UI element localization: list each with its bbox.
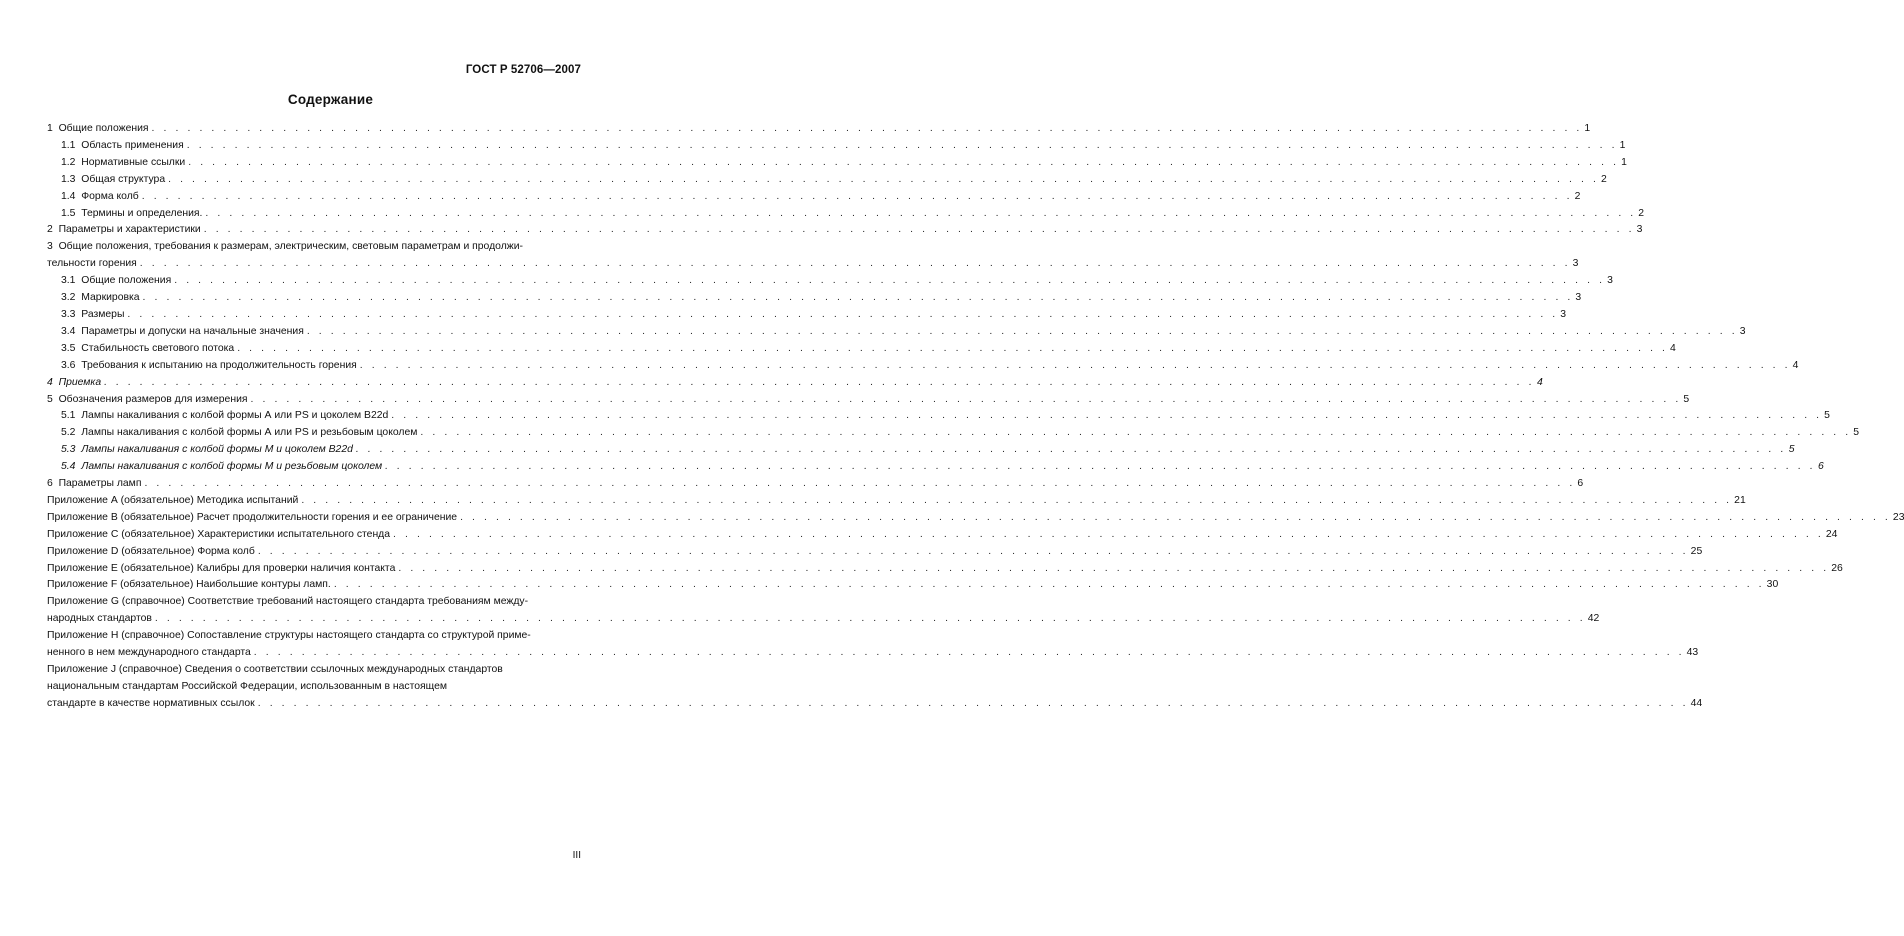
appendix-line: Приложение Н (справочное) Сопоставление структуры настоящего стандарта со структурой приме- — [47, 630, 531, 642]
toc-entry-text — [47, 577, 331, 594]
toc-entry-title: Приложение А (обязательное) Методика испытаний — [47, 494, 299, 506]
toc-line — [47, 392, 1690, 409]
dot-leader: . . . . . . . . . . . . . . . . . . . . . . . . . . . . . . . . . . . . . . . . . . . . . . . . . . . . . . . . . . . . . . . . . . . . . . . . . . . . . . . . . . . . . . . . . . . . . . . . . . . . . . . . . . . . . . . . . . . . . . . . — [257, 697, 1689, 709]
toc-entry-number: 3.3 — [61, 308, 76, 320]
toc-line — [61, 324, 1746, 341]
toc-entry-title: Форма колб — [81, 190, 139, 202]
toc-entry[interactable] — [47, 206, 1645, 223]
toc-entry-title: Общие положения, требования к размерам, электрическим, световым параметрам и продолжи- — [58, 241, 523, 253]
dot-leader: . . . . . . . . . . . . . . . . . . . . . . . . . . . . . . . . . . . . . . . . . . . . . . . . . . . . . . . . . . . . . . . . . . . . . . . . . . . . . . . . . . . . . . . . . . . . . . . . . . . . . . . . . . . . . . . . . . . . . . . . — [398, 562, 1830, 574]
toc-entry-text — [47, 696, 255, 713]
toc-line — [61, 206, 1645, 223]
toc-entry-page: 26 — [1831, 562, 1843, 574]
toc-line — [61, 358, 1799, 375]
toc-entry-text — [47, 222, 201, 239]
toc-line — [61, 442, 1795, 459]
dot-leader: . . . . . . . . . . . . . . . . . . . . . . . . . . . . . . . . . . . . . . . . . . . . . . . . . . . . . . . . . . . . . . . . . . . . . . . . . . . . . . . . . . . . . . . . . . . . . . . . . . . . . . . . . . . . . . . . . . . . . . . . — [174, 275, 1606, 287]
toc-entry-page: 5 — [1824, 410, 1830, 422]
dot-leader: . . . . . . . . . . . . . . . . . . . . . . . . . . . . . . . . . . . . . . . . . . . . . . . . . . . . . . . . . . . . . . . . . . . . . . . . . . . . . . . . . . . . . . . . . . . . . . . . . . . . . . . . . . . . . . . . . . . . . . . . — [393, 528, 1824, 540]
toc-entry-text — [61, 172, 165, 189]
toc-entry-text — [61, 408, 388, 425]
toc-entry-title: Лампы накаливания с колбой формы А или PS и резьбовым цоколем — [81, 427, 418, 439]
toc-entry-text — [61, 425, 417, 442]
dot-leader: . . . . . . . . . . . . . . . . . . . . . . . . . . . . . . . . . . . . . . . . . . . . . . . . . . . . . . . . . . . . . . . . . . . . . . . . . . . . . . . . . . . . . . . . . . . . . . . . . . . . . . . . . . . . . . . . . . . . . . . . — [253, 647, 1685, 659]
appendix-entry[interactable] — [47, 493, 1746, 510]
toc-entry-page: 6 — [1818, 461, 1824, 473]
toc-entry-page: 4 — [1670, 342, 1676, 354]
toc-entry-number: 1.5 — [61, 207, 76, 219]
toc-line — [61, 273, 1613, 290]
toc-entry[interactable] — [47, 290, 1582, 307]
toc-line — [61, 290, 1582, 307]
toc-entry-page: 42 — [1587, 613, 1600, 625]
toc-entry-text — [47, 392, 248, 409]
toc-line — [47, 256, 1579, 273]
toc-line — [61, 425, 1860, 442]
toc-entry-title: Параметры и допуски на начальные значения — [81, 325, 304, 337]
toc-entry-number: 1 — [47, 123, 53, 134]
toc-entry[interactable] — [47, 425, 1860, 442]
page-title: Содержание — [287, 92, 374, 107]
toc-entry-text — [47, 121, 149, 138]
appendix-entry[interactable] — [47, 594, 1600, 628]
toc-entry-number: 5.1 — [61, 410, 76, 422]
toc-entry-page: 21 — [1734, 494, 1746, 506]
dot-leader: . . . . . . . . . . . . . . . . . . . . . . . . . . . . . . . . . . . . . . . . . . . . . . . . . . . . . . . . . . . . . . . . . . . . . . . . . . . . . . . . . . . . . . . . . . . . . . . . . . . . . . . . . . . . . . . . . . . . . . . . — [154, 613, 1586, 625]
appendix-line: Приложение J (справочное) Сведения о соответствии ссылочных международных стандартов — [47, 664, 503, 675]
toc-entry-title: Обозначения размеров для измерения — [58, 393, 248, 405]
toc-entry-text — [61, 324, 304, 341]
toc-entry-number: 3.4 — [61, 325, 76, 337]
dot-leader: . . . . . . . . . . . . . . . . . . . . . . . . . . . . . . . . . . . . . . . . . . . . . . . . . . . . . . . . . . . . . . . . . . . . . . . . . . . . . . . . . . . . . . . . . . . . . . . . . . . . . . . . . . . . . . . . . . . . . . . . — [250, 393, 1682, 405]
toc-line — [47, 561, 1843, 578]
toc-entry-title: Размеры — [81, 308, 125, 320]
toc-entry-text — [47, 561, 395, 578]
toc-entry-title: Приложение Е (обязательное) Калибры для проверки наличия контакта — [47, 562, 396, 574]
toc-entry-title: Параметры ламп — [58, 478, 142, 490]
toc-entry-page: 3 — [1572, 258, 1579, 270]
toc-entry-page: 30 — [1766, 579, 1779, 591]
toc-entry-page: 2 — [1574, 190, 1581, 202]
dot-leader: . . . . . . . . . . . . . . . . . . . . . . . . . . . . . . . . . . . . . . . . . . . . . . . . . . . . . . . . . . . . . . . . . . . . . . . . . . . . . . . . . . . . . . . . . . . . . . . . . . . . . . . . . . . . . . . . . . . . . . . . — [168, 173, 1599, 185]
toc-entry-number: 1.2 — [61, 156, 76, 168]
toc-entry-number: 1.3 — [61, 173, 76, 185]
toc-entry-title: Стабильность светового потока — [81, 342, 235, 354]
toc-line — [61, 459, 1824, 476]
dot-leader: . . . . . . . . . . . . . . . . . . . . . . . . . . . . . . . . . . . . . . . . . . . . . . . . . . . . . . . . . . . . . . . . . . . . . . . . . . . . . . . . . . . . . . . . . . . . . . . . . . . . . . . . . . . . . . . . . . . . . . . . — [420, 427, 1852, 439]
toc-entry-title: Требования к испытанию на продолжительность горения — [81, 359, 357, 371]
toc-entry-number: 3.2 — [61, 292, 76, 304]
toc-entry-text — [61, 442, 353, 459]
toc-line — [47, 577, 1779, 594]
toc-entry-text — [47, 510, 457, 527]
toc-entry-page: 5 — [1853, 427, 1860, 439]
toc-entry-title: ненного в нем международного стандарта — [47, 647, 251, 659]
toc-entry-page: 1 — [1619, 139, 1626, 151]
toc-line — [61, 189, 1581, 206]
dot-leader: . . . . . . . . . . . . . . . . . . . . . . . . . . . . . . . . . . . . . . . . . . . . . . . . . . . . . . . . . . . . . . . . . . . . . . . . . . . . . . . . . . . . . . . . . . . . . . . . . . . . . . . . . . . . . . . . . . . . . . . . — [151, 123, 1583, 134]
toc-entry-page: 3 — [1739, 325, 1746, 337]
toc-line — [47, 493, 1746, 510]
toc-entry-page: 6 — [1577, 478, 1584, 490]
toc-entry-text — [47, 611, 152, 628]
toc-entry-page: 4 — [1536, 376, 1543, 388]
toc-entry-number: 3.1 — [61, 275, 76, 287]
dot-leader: . . . . . . . . . . . . . . . . . . . . . . . . . . . . . . . . . . . . . . . . . . . . . . . . . . . . . . . . . . . . . . . . . . . . . . . . . . . . . . . . . . . . . . . . . . . . . . . . . . . . . . . . . . . . . . . . . . . . . . . . — [385, 461, 1817, 473]
toc-entry-text — [47, 527, 390, 544]
toc-entry-text — [61, 206, 202, 223]
dot-leader: . . . . . . . . . . . . . . . . . . . . . . . . . . . . . . . . . . . . . . . . . . . . . . . . . . . . . . . . . . . . . . . . . . . . . . . . . . . . . . . . . . . . . . . . . . . . . . . . . . . . . . . . . . . . . . . . . . . . . . . . — [237, 342, 1669, 354]
toc-entry-text — [47, 493, 298, 510]
dot-leader: . . . . . . . . . . . . . . . . . . . . . . . . . . . . . . . . . . . . . . . . . . . . . . . . . . . . . . . . . . . . . . . . . . . . . . . . . . . . . . . . . . . . . . . . . . . . . . . . . . . . . . . . . . . . . . . . . . . . . . . . — [355, 444, 1787, 456]
toc-entry-title: Лампы накаливания с колбой формы А или PS и цоколем B22d — [81, 410, 389, 422]
toc-entry-title: Маркировка — [81, 292, 140, 304]
toc-entry[interactable] — [47, 273, 1613, 290]
toc-entry[interactable] — [47, 408, 1830, 425]
toc-entry-title: стандарте в качестве нормативных ссылок — [47, 697, 255, 709]
toc-line — [61, 138, 1626, 155]
toc-entry[interactable] — [47, 442, 1795, 459]
dot-leader: . . . . . . . . . . . . . . . . . . . . . . . . . . . . . . . . . . . . . . . . . . . . . . . . . . . . . . . . . . . . . . . . . . . . . . . . . . . . . . . . . . . . . . . . . . . . . . . . . . . . . . . . . . . . . . . . . . . . . . . . — [144, 478, 1576, 490]
toc-entry[interactable] — [47, 476, 1584, 493]
toc-entry-page: 25 — [1690, 545, 1703, 557]
dot-leader: . . . . . . . . . . . . . . . . . . . . . . . . . . . . . . . . . . . . . . . . . . . . . . . . . . . . . . . . . . . . . . . . . . . . . . . . . . . . . . . . . . . . . . . . . . . . . . . . . . . . . . . . . . . . . . . . . . . . . . . . — [142, 292, 1574, 304]
toc-line — [47, 696, 1703, 713]
toc-entry-title: Общие положения — [58, 123, 149, 134]
toc-entry-title: Термины и определения. — [81, 207, 203, 219]
toc-entry-number: 4 — [47, 376, 53, 388]
toc-entry-number: 1.4 — [61, 190, 76, 202]
appendix-entry[interactable] — [47, 544, 1703, 561]
page-number: III — [572, 850, 581, 861]
toc-line — [47, 222, 1643, 239]
toc-entry-page: 3 — [1607, 275, 1613, 287]
toc-line — [47, 544, 1703, 561]
toc-entry-text — [61, 459, 382, 476]
toc-line — [61, 172, 1607, 189]
toc-entry[interactable] — [47, 459, 1824, 476]
toc-line — [47, 645, 1699, 662]
toc-entry-page: 5 — [1788, 444, 1795, 456]
appendix-entry[interactable] — [47, 662, 1703, 713]
toc-entry-text — [61, 358, 357, 375]
toc-entry-number: 5.4 — [61, 461, 76, 473]
toc-entry[interactable] — [47, 358, 1799, 375]
toc-entry-title: Лампы накаливания с колбой формы М и цоколем B22d — [81, 444, 353, 456]
toc-entry-text — [47, 256, 137, 273]
toc-entry-text — [47, 476, 141, 493]
toc-entry-page: 3 — [1636, 224, 1643, 236]
appendix-line: Приложение G (справочное) Соответствие требований настоящего стандарта требованиям между- — [47, 596, 529, 608]
toc-entry[interactable] — [47, 121, 1591, 138]
toc-entry-number: 5 — [47, 393, 53, 405]
dot-leader: . . . . . . . . . . . . . . . . . . . . . . . . . . . . . . . . . . . . . . . . . . . . . . . . . . . . . . . . . . . . . . . . . . . . . . . . . . . . . . . . . . . . . . . . . . . . . . . . . . . . . . . . . . . . . . . . . . . . . . . . — [301, 494, 1733, 506]
dot-leader: . . . . . . . . . . . . . . . . . . . . . . . . . . . . . . . . . . . . . . . . . . . . . . . . . . . . . . . . . . . . . . . . . . . . . . . . . . . . . . . . . . . . . . . . . . . . . . . . . . . . . . . . . . . . . . . . . . . . . . . . — [104, 376, 1535, 388]
toc-entry-page: 4 — [1792, 359, 1799, 371]
toc-entry-text — [61, 138, 184, 155]
toc-entry[interactable] — [47, 375, 1543, 392]
toc-entry-title: Приложение С (обязательное) Характеристики испытательного стенда — [47, 528, 391, 540]
toc-line — [61, 408, 1830, 425]
toc-entry-number: 5.3 — [61, 444, 76, 456]
toc-entry-page: 1 — [1621, 156, 1627, 168]
dot-leader: . . . . . . . . . . . . . . . . . . . . . . . . . . . . . . . . . . . . . . . . . . . . . . . . . . . . . . . . . . . . . . . . . . . . . . . . . . . . . . . . . . . . . . . . . . . . . . . . . . . . . . . . . . . . . . . . . . . . . . . . — [186, 139, 1618, 151]
toc-entry-title: Приложение D (обязательное) Форма колб — [47, 545, 255, 557]
toc-line — [47, 611, 1600, 628]
toc-entry-title: Лампы накаливания с колбой формы М и резьбовым цоколем — [81, 461, 383, 473]
toc-entry-page: 5 — [1683, 393, 1690, 405]
toc-entry-page: 43 — [1686, 647, 1699, 659]
appendix-entry[interactable] — [47, 510, 1904, 527]
toc-entry[interactable] — [47, 189, 1581, 206]
toc-entry-page: 3 — [1560, 308, 1567, 320]
dot-leader: . . . . . . . . . . . . . . . . . . . . . . . . . . . . . . . . . . . . . . . . . . . . . . . . . . . . . . . . . . . . . . . . . . . . . . . . . . . . . . . . . . . . . . . . . . . . . . . . . . . . . . . . . . . . . . . . . . . . . . . . — [333, 579, 1765, 591]
toc-entry-title: Приложение В (обязательное) Расчет продолжительности горения и ее ограничение — [47, 511, 458, 523]
toc-entry-text — [61, 189, 139, 206]
toc-entry-text — [47, 645, 251, 662]
toc-entry-title: тельности горения — [47, 258, 137, 270]
toc-entry-title: Общие положения — [81, 275, 172, 287]
toc-entry-page: 23 — [1892, 511, 1904, 523]
appendix-line: национальным стандартам Российской Федерации, использованным в настоящем — [47, 680, 447, 692]
toc-entry-page: 1 — [1584, 123, 1591, 134]
toc-entry-page: 2 — [1600, 173, 1607, 185]
toc-entry-text — [47, 544, 255, 561]
toc-entry-page: 3 — [1575, 292, 1582, 304]
toc-line — [47, 527, 1838, 544]
toc-line — [61, 155, 1627, 172]
toc-entry-title: Приложение F (обязательное) Наибольшие контуры ламп. — [47, 579, 331, 591]
dot-leader: . . . . . . . . . . . . . . . . . . . . . . . . . . . . . . . . . . . . . . . . . . . . . . . . . . . . . . . . . . . . . . . . . . . . . . . . . . . . . . . . . . . . . . . . . . . . . . . . . . . . . . . . . . . . . . . . . . . . . . . . — [127, 308, 1559, 320]
toc-line — [47, 476, 1584, 493]
toc-entry-number: 2 — [47, 224, 53, 236]
toc-entry[interactable] — [47, 239, 1579, 273]
toc-entry-number: 5.2 — [61, 427, 76, 439]
toc-entry-text — [61, 290, 140, 307]
toc-entry-page: 2 — [1638, 207, 1645, 219]
toc-entry[interactable] — [47, 155, 1627, 172]
toc-line — [61, 307, 1567, 324]
dot-leader: . . . . . . . . . . . . . . . . . . . . . . . . . . . . . . . . . . . . . . . . . . . . . . . . . . . . . . . . . . . . . . . . . . . . . . . . . . . . . . . . . . . . . . . . . . . . . . . . . . . . . . . . . . . . . . . . . . . . . . . . — [391, 410, 1823, 422]
toc-line — [47, 375, 1543, 392]
dot-leader: . . . . . . . . . . . . . . . . . . . . . . . . . . . . . . . . . . . . . . . . . . . . . . . . . . . . . . . . . . . . . . . . . . . . . . . . . . . . . . . . . . . . . . . . . . . . . . . . . . . . . . . . . . . . . . . . . . . . . . . . — [139, 258, 1571, 270]
toc-line — [47, 510, 1904, 527]
toc-entry[interactable] — [47, 392, 1690, 409]
toc-entry-text — [61, 155, 185, 172]
toc-entry-text — [61, 273, 171, 290]
toc-entry-title: Область применения — [81, 139, 184, 151]
dot-leader: . . . . . . . . . . . . . . . . . . . . . . . . . . . . . . . . . . . . . . . . . . . . . . . . . . . . . . . . . . . . . . . . . . . . . . . . . . . . . . . . . . . . . . . . . . . . . . . . . . . . . . . . . . . . . . . . . . . . . . . . — [203, 224, 1635, 236]
dot-leader: . . . . . . . . . . . . . . . . . . . . . . . . . . . . . . . . . . . . . . . . . . . . . . . . . . . . . . . . . . . . . . . . . . . . . . . . . . . . . . . . . . . . . . . . . . . . . . . . . . . . . . . . . . . . . . . . . . . . . . . . — [205, 207, 1637, 219]
document-code: ГОСТ Р 52706—2007 — [465, 64, 581, 76]
toc-entry-number: 3.6 — [61, 359, 76, 371]
toc-entry-title: Приемка — [58, 376, 102, 388]
toc-entry[interactable] — [47, 222, 1643, 239]
dot-leader: . . . . . . . . . . . . . . . . . . . . . . . . . . . . . . . . . . . . . . . . . . . . . . . . . . . . . . . . . . . . . . . . . . . . . . . . . . . . . . . . . . . . . . . . . . . . . . . . . . . . . . . . . . . . . . . . . . . . . . . . — [257, 545, 1689, 557]
toc-entry-page: 24 — [1825, 528, 1838, 540]
dot-leader: . . . . . . . . . . . . . . . . . . . . . . . . . . . . . . . . . . . . . . . . . . . . . . . . . . . . . . . . . . . . . . . . . . . . . . . . . . . . . . . . . . . . . . . . . . . . . . . . . . . . . . . . . . . . . . . . . . . . . . . . — [460, 511, 1891, 523]
toc-entry-page: 44 — [1690, 697, 1703, 709]
toc-entry[interactable] — [47, 172, 1607, 189]
appendix-entry[interactable] — [47, 527, 1838, 544]
toc-entry[interactable] — [47, 307, 1567, 324]
appendix-entry[interactable] — [47, 561, 1843, 578]
dot-leader: . . . . . . . . . . . . . . . . . . . . . . . . . . . . . . . . . . . . . . . . . . . . . . . . . . . . . . . . . . . . . . . . . . . . . . . . . . . . . . . . . . . . . . . . . . . . . . . . . . . . . . . . . . . . . . . . . . . . . . . . — [359, 359, 1791, 371]
toc-entry-text — [61, 307, 124, 324]
table-of-contents — [47, 121, 1904, 713]
toc-entry-title: Общая структура — [81, 173, 166, 185]
toc-entry-number: 3 — [47, 241, 53, 253]
toc-entry[interactable] — [47, 324, 1746, 341]
toc-entry[interactable] — [47, 138, 1626, 155]
toc-entry-title: народных стандартов — [47, 613, 152, 625]
dot-leader: . . . . . . . . . . . . . . . . . . . . . . . . . . . . . . . . . . . . . . . . . . . . . . . . . . . . . . . . . . . . . . . . . . . . . . . . . . . . . . . . . . . . . . . . . . . . . . . . . . . . . . . . . . . . . . . . . . . . . . . . — [141, 190, 1573, 202]
dot-leader: . . . . . . . . . . . . . . . . . . . . . . . . . . . . . . . . . . . . . . . . . . . . . . . . . . . . . . . . . . . . . . . . . . . . . . . . . . . . . . . . . . . . . . . . . . . . . . . . . . . . . . . . . . . . . . . . . . . . . . . . — [188, 156, 1620, 168]
toc-line — [61, 341, 1676, 358]
appendix-entry[interactable] — [47, 628, 1699, 662]
toc-entry-text — [61, 341, 234, 358]
toc-line — [47, 121, 1591, 138]
toc-entry-title: Параметры и характеристики — [58, 224, 201, 236]
toc-entry[interactable] — [47, 341, 1676, 358]
toc-entry-number: 3.5 — [61, 342, 76, 354]
toc-entry-number: 1.1 — [61, 139, 76, 151]
appendix-entry[interactable] — [47, 577, 1779, 594]
toc-entry-text — [47, 375, 101, 392]
toc-entry-title: Нормативные ссылки — [81, 156, 186, 168]
dot-leader: . . . . . . . . . . . . . . . . . . . . . . . . . . . . . . . . . . . . . . . . . . . . . . . . . . . . . . . . . . . . . . . . . . . . . . . . . . . . . . . . . . . . . . . . . . . . . . . . . . . . . . . . . . . . . . . . . . . . . . . . — [306, 325, 1738, 337]
toc-entry-first-line — [47, 239, 583, 256]
toc-entry-number: 6 — [47, 478, 53, 490]
